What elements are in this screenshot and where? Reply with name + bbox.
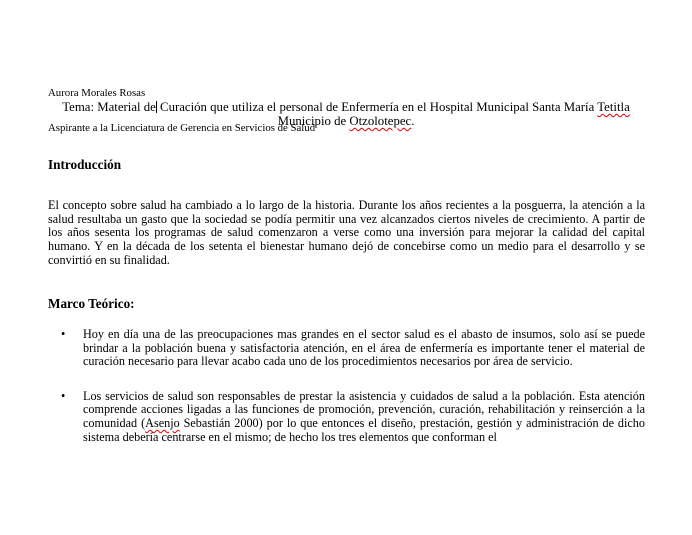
- introduction-paragraph[interactable]: El concepto sobre salud ha cambiado a lo largo de la historia. Durante los años recientes a la posguerra, la atención a la salud resultaba un gasto que la sociedad se podía permitir una vez alcanzados ciertos niveles de crecimiento. A partir de los años sesenta los programas de salud comenzaron a verse como una inversión para mejorar la calidad del capital humano. Y en la década de los setenta el bienestar humano dejó de concebirse como un medio para el desarrollo y se convirtió en su finalidad.: [48, 198, 645, 267]
- title-text-before-cursor: Tema: Material de: [62, 100, 156, 114]
- bullet-text-insumos[interactable]: Hoy en día una de las preocupaciones mas grandes en el sector salud es el abasto de insumos, solo así se puede brindar a la población buena y satisfactoria atención, en el área de enfermería es importante tener el material de curación necesario para llevar acabo cada uno de los procedimientos necesarios por área de servicio.: [83, 327, 645, 369]
- bullet-item-insumos[interactable]: [48, 328, 645, 369]
- marco-teorico-bullet-list: [48, 328, 645, 444]
- bullet2-text-part1: Los servicios de salud son responsables de prestar la asistencia y cuidados de salud a la población. Esta atención comprende acciones ligadas a las funciones de promoción, prevención, curación, rehabilitación y reinserción a la comunidad (: [83, 388, 645, 430]
- author-subtitle[interactable]: Aspirante a la Licenciatura de Gerencia en Servicios de Salud: [48, 121, 316, 134]
- marco-teorico-heading[interactable]: Marco Teórico:: [48, 296, 135, 311]
- title-line2-prefix: Municipio de: [277, 114, 350, 128]
- author-name[interactable]: Aurora Morales Rosas: [48, 87, 146, 99]
- title-line-1[interactable]: [0, 100, 692, 114]
- document-title[interactable]: [0, 100, 692, 128]
- misspelled-word-otzolotepec: Otzolotepec: [349, 114, 412, 128]
- bullet-icon: •: [61, 388, 66, 403]
- bullet2-text-part2: Sebastián 2000) por lo que entonces el diseño, prestación, gestión y administración de dicho sistema debería centrarse en el mismo; de hecho los tres elementos que conforman el: [83, 415, 645, 444]
- misspelled-word-asenjo: Asenjo: [145, 415, 180, 430]
- bullet-item-servicios[interactable]: [48, 390, 645, 444]
- title-line-2[interactable]: [0, 114, 692, 128]
- misspelled-word-tetitla: Tetitla: [597, 100, 630, 114]
- title-line2-period: .: [411, 114, 415, 128]
- bullet-text-servicios[interactable]: [83, 390, 645, 444]
- bullet-icon: •: [61, 327, 66, 341]
- title-text-after-cursor: Curación que utiliza el personal de Enfermería en el Hospital Municipal Santa María: [156, 100, 598, 114]
- introduction-heading[interactable]: Introducción: [48, 157, 122, 172]
